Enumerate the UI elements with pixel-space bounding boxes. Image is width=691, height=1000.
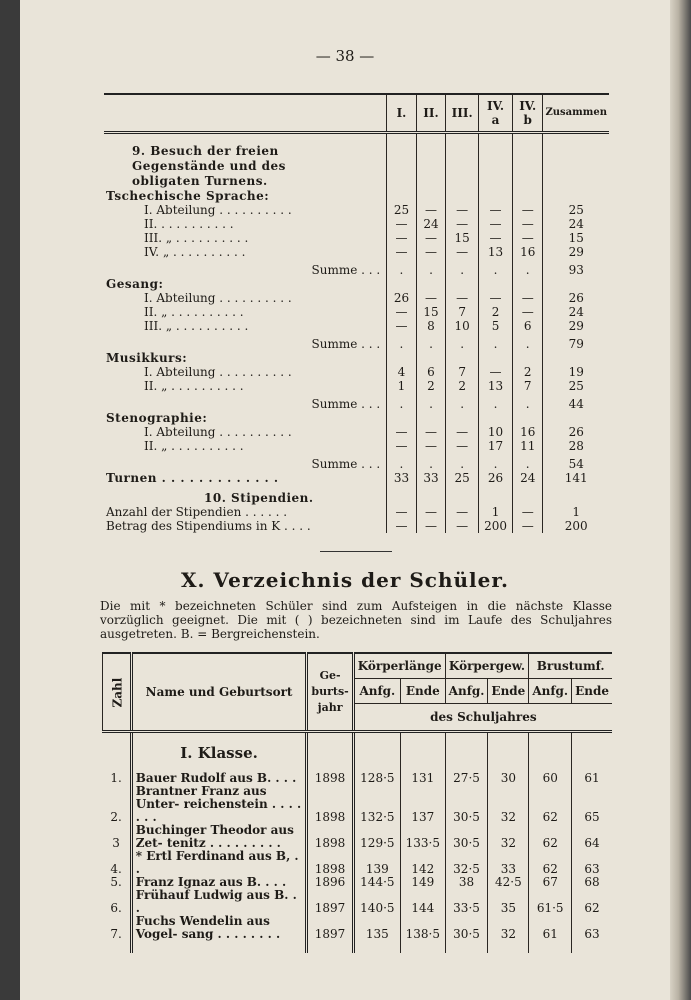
attendance-cell: 33 [416,471,446,485]
attendance-row-label: I. Abteilung . . . . . . . . . . [144,203,292,217]
attendance-cell [479,411,513,425]
attendance-cell: 24 [543,305,609,319]
header-sub-4: Ende [488,679,529,704]
student-measure: 27·5 [445,772,488,785]
student-measure: 30 [488,772,529,785]
student-measure: 62 [572,889,612,915]
attendance-row [104,277,609,291]
header-sub-2: Ende [400,679,445,704]
attendance-cell: 25 [543,379,609,393]
attendance-row [104,453,609,471]
header-class-2: II. [416,94,446,133]
student-measure: 32 [488,915,529,941]
student-name: Frühauf Ludwig aus B. . . [131,889,307,915]
attendance-cell: . [512,259,543,277]
attendance-cell: 17 [479,439,513,453]
attendance-row [104,305,609,319]
attendance-cell [512,485,543,505]
student-measure: 61·5 [529,889,572,915]
attendance-cell: 2 [416,379,446,393]
attendance-row-label: Gesang: [106,277,164,291]
attendance-cell: — [387,505,417,519]
student-row [103,915,613,941]
student-measure: 30·5 [445,785,488,824]
student-name: Buchinger Theodor aus Zet- tenitz . . . . . . . . . [131,824,307,850]
attendance-cell: 15 [446,231,479,245]
attendance-cell: 6 [416,365,446,379]
student-row [103,850,613,876]
header-school-year: des Schuljahres [353,704,612,732]
attendance-cell: 2 [512,365,543,379]
attendance-row-label: Anzahl der Stipendien . . . . . . [106,505,288,519]
attendance-cell: — [387,439,417,453]
attendance-cell [446,485,479,505]
attendance-cell [446,277,479,291]
attendance-cell [543,351,609,365]
student-number: 2. [110,810,122,824]
header-chest: Brustumf. [529,653,612,679]
attendance-cell: — [512,519,543,533]
attendance-row [104,439,609,453]
student-measure: 38 [445,876,488,889]
class-heading: I. Klasse. [131,732,307,773]
page-number: — 38 — [315,47,375,65]
attendance-cell: 19 [543,365,609,379]
attendance-cell: — [446,245,479,259]
student-measure: 132·5 [353,785,400,824]
attendance-cell: — [512,291,543,305]
attendance-table [104,93,609,533]
attendance-cell: — [446,217,479,231]
attendance-cell: — [387,319,417,333]
attendance-row-label: Summe . . . [311,397,381,411]
attendance-cell: — [387,245,417,259]
student-measure: 30·5 [445,915,488,941]
attendance-cell: — [479,203,513,217]
section-x-heading: X. Verzeichnis der Schüler. [180,568,510,592]
attendance-cell: — [387,425,417,439]
student-birth-year: 1898 [307,824,353,850]
attendance-cell: — [446,439,479,453]
attendance-cell: — [416,519,446,533]
attendance-row-label: III. „ . . . . . . . . . . [144,319,249,333]
attendance-row-label: I. Abteilung . . . . . . . . . . [144,291,292,305]
student-measure: 135 [353,915,400,941]
attendance-header-row [104,94,609,133]
student-measure: 64 [572,824,612,850]
attendance-cell: 8 [416,319,446,333]
attendance-cell [512,277,543,291]
intro-paragraph: Die mit * bezeichneten Schüler sind zum Aufsteigen in die nächste Klasse vorzüglich geeignet. Die mit ( ) bezeichneten sind im Laufe des Schuljahres ausgetreten. B. = Bergreichenstein. [100,599,612,641]
student-measure: 63 [572,915,612,941]
attendance-cell: 25 [543,203,609,217]
student-measure: 35 [488,889,529,915]
attendance-cell: 29 [543,245,609,259]
attendance-cell: . [387,259,417,277]
attendance-cell: 93 [543,259,609,277]
student-measure: 33·5 [445,889,488,915]
attendance-row [104,393,609,411]
attendance-row [104,471,609,485]
attendance-cell: — [387,231,417,245]
header-weight: Körpergew. [445,653,529,679]
attendance-row-label: 10. Stipendien. [204,491,314,505]
attendance-cell [446,351,479,365]
student-measure: 62 [529,785,572,824]
attendance-cell: 16 [512,245,543,259]
attendance-cell [512,189,543,203]
attendance-cell: 7 [446,365,479,379]
attendance-cell [543,411,609,425]
header-class-4b: IV. b [512,94,543,133]
attendance-cell: — [512,505,543,519]
attendance-cell: 1 [479,505,513,519]
attendance-row [104,231,609,245]
student-measure: 140·5 [353,889,400,915]
attendance-cell: . [446,453,479,471]
attendance-cell: . [512,333,543,351]
attendance-cell: 15 [543,231,609,245]
attendance-cell: — [512,305,543,319]
attendance-cell: . [479,333,513,351]
attendance-cell: 200 [479,519,513,533]
student-measure: 129·5 [353,824,400,850]
attendance-cell: 13 [479,379,513,393]
header-birth-year: Ge- burts- jahr [307,653,353,732]
attendance-row [104,319,609,333]
attendance-cell: — [416,439,446,453]
attendance-cell: 26 [479,471,513,485]
attendance-cell: — [387,217,417,231]
attendance-cell: 141 [543,471,609,485]
student-measure: 142 [400,850,445,876]
student-number: 5. [110,875,122,889]
student-name: Brantner Franz aus Unter- reichenstein . . . . . . . [131,785,307,824]
attendance-cell: 7 [512,379,543,393]
header-sub-1: Anfg. [353,679,400,704]
attendance-row-label: Stenographie: [106,411,208,425]
student-name: * Ertl Ferdinand aus B, . . [131,850,307,876]
header-class-1: I. [387,94,417,133]
attendance-row-label: I. Abteilung . . . . . . . . . . [144,365,292,379]
attendance-cell: 5 [479,319,513,333]
attendance-cell [387,485,417,505]
document-page [20,0,670,1000]
header-height: Körperlänge [353,653,445,679]
attendance-cell: 11 [512,439,543,453]
attendance-cell: . [446,259,479,277]
section-9-row [104,133,609,190]
attendance-cell: — [416,203,446,217]
attendance-cell: . [479,259,513,277]
student-measure: 149 [400,876,445,889]
header-total: Zusammen [543,94,609,133]
attendance-cell: 10 [446,319,479,333]
attendance-cell: — [416,425,446,439]
student-measure: 61 [529,915,572,941]
attendance-cell: — [446,425,479,439]
student-measure: 62 [529,824,572,850]
header-sub-3: Anfg. [445,679,488,704]
attendance-row [104,189,609,203]
attendance-row [104,425,609,439]
attendance-cell: — [446,291,479,305]
attendance-cell: . [512,453,543,471]
attendance-cell: 7 [446,305,479,319]
attendance-cell: — [416,291,446,305]
attendance-row [104,379,609,393]
attendance-row-label: Tschechische Sprache: [106,189,270,203]
student-row [103,889,613,915]
student-measure: 128·5 [353,772,400,785]
student-measure: 65 [572,785,612,824]
attendance-cell [446,411,479,425]
attendance-cell: 26 [387,291,417,305]
attendance-row [104,505,609,519]
attendance-cell: 54 [543,453,609,471]
student-number: 4. [110,862,122,876]
attendance-row [104,245,609,259]
attendance-row [104,351,609,365]
attendance-row-label: Summe . . . [311,457,381,471]
attendance-cell [387,277,417,291]
attendance-cell [479,189,513,203]
student-measure: 33 [488,850,529,876]
attendance-cell: . [387,453,417,471]
student-measure: 144 [400,889,445,915]
attendance-cell: 79 [543,333,609,351]
section-9-title: 9. Besuch der freien Gegenstände und des obligaten Turnens. [132,144,286,188]
student-measure: 30·5 [445,824,488,850]
attendance-cell [543,189,609,203]
student-measure: 138·5 [400,915,445,941]
attendance-cell: 44 [543,393,609,411]
attendance-cell: . [416,453,446,471]
attendance-row [104,519,609,533]
attendance-row-label: II. „ . . . . . . . . . . [144,439,244,453]
attendance-row-label: Summe . . . [311,337,381,351]
attendance-cell: . [416,393,446,411]
attendance-row [104,203,609,217]
attendance-cell: — [416,245,446,259]
attendance-row-label: Summe . . . [311,263,381,277]
attendance-cell [543,485,609,505]
attendance-cell: — [416,505,446,519]
student-measure: 32 [488,785,529,824]
student-measure: 63 [572,850,612,876]
attendance-row [104,411,609,425]
attendance-cell: 2 [446,379,479,393]
attendance-cell: 24 [543,217,609,231]
attendance-cell [416,277,446,291]
attendance-cell: 6 [512,319,543,333]
attendance-row-label: II. „ . . . . . . . . . . [144,305,244,319]
attendance-row [104,291,609,305]
attendance-cell: . [387,393,417,411]
attendance-cell: 1 [387,379,417,393]
attendance-cell: . [416,333,446,351]
student-measure: 62 [529,850,572,876]
attendance-cell: — [446,519,479,533]
student-measure: 139 [353,850,400,876]
attendance-row-label: Betrag des Stipendiums in K . . . . [106,519,311,533]
header-name: Name und Geburtsort [131,653,307,732]
student-number: 3 [112,836,120,850]
attendance-row-label: I. Abteilung . . . . . . . . . . [144,425,292,439]
attendance-cell: . [446,393,479,411]
attendance-row-label: Turnen . . . . . . . . . . . . . [106,471,279,485]
attendance-cell [479,485,513,505]
student-measure: 68 [572,876,612,889]
student-measure: 61 [572,772,612,785]
attendance-row-label: IV. „ . . . . . . . . . . [144,245,246,259]
attendance-cell: 200 [543,519,609,533]
attendance-cell: 28 [543,439,609,453]
attendance-cell: 10 [479,425,513,439]
attendance-row [104,485,609,505]
attendance-cell [479,351,513,365]
student-number: 6. [110,901,122,915]
attendance-cell [387,189,417,203]
section-divider [320,551,392,552]
header-blank [104,94,387,133]
attendance-row-label: III. „ . . . . . . . . . . [144,231,249,245]
attendance-cell: . [512,393,543,411]
attendance-cell: 2 [479,305,513,319]
header-sub-5: Anfg. [529,679,572,704]
attendance-cell: 13 [479,245,513,259]
attendance-cell: — [479,291,513,305]
header-zahl: Zahl [103,653,132,732]
attendance-cell: 15 [416,305,446,319]
header-sub-6: Ende [572,679,612,704]
attendance-cell: 1 [543,505,609,519]
attendance-row-label: II. „ . . . . . . . . . . [144,379,244,393]
header-class-3: III. [446,94,479,133]
attendance-cell: 26 [543,425,609,439]
attendance-cell: 33 [387,471,417,485]
student-number: 1. [110,771,122,785]
student-row [103,785,613,824]
student-measure: 137 [400,785,445,824]
attendance-cell: . [387,333,417,351]
class-heading-row [103,732,613,773]
table-bottom-spacer [103,941,613,953]
student-name: Franz Ignaz aus B. . . . [131,876,307,889]
attendance-cell: — [512,231,543,245]
student-row [103,824,613,850]
attendance-cell [416,411,446,425]
attendance-row-label: II. . . . . . . . . . . [144,217,234,231]
attendance-cell: — [446,505,479,519]
attendance-cell [416,351,446,365]
attendance-cell: 25 [387,203,417,217]
attendance-row [104,365,609,379]
attendance-cell: 16 [512,425,543,439]
attendance-cell: — [479,217,513,231]
student-measure: 131 [400,772,445,785]
student-measure: 133·5 [400,824,445,850]
student-measure: 67 [529,876,572,889]
attendance-cell: — [479,365,513,379]
attendance-cell: — [446,203,479,217]
student-measure: 60 [529,772,572,785]
attendance-cell [387,411,417,425]
attendance-cell: 24 [512,471,543,485]
attendance-cell: 29 [543,319,609,333]
attendance-cell: 24 [416,217,446,231]
attendance-cell: 26 [543,291,609,305]
attendance-cell [387,351,417,365]
student-header-row-1 [103,653,613,679]
student-table [102,652,612,953]
attendance-cell [479,277,513,291]
attendance-cell: 25 [446,471,479,485]
student-birth-year: 1898 [307,785,353,824]
student-birth-year: 1897 [307,889,353,915]
student-name: Bauer Rudolf aus B. . . . [131,772,307,785]
attendance-row-label: Musikkurs: [106,351,188,365]
page-edge [670,0,691,1000]
student-birth-year: 1898 [307,772,353,785]
student-name: Fuchs Wendelin aus Vogel- sang . . . . . . . . [131,915,307,941]
student-birth-year: 1896 [307,876,353,889]
header-class-4a: IV. a [479,94,513,133]
student-birth-year: 1897 [307,915,353,941]
student-measure: 32·5 [445,850,488,876]
student-measure: 42·5 [488,876,529,889]
attendance-cell [512,351,543,365]
attendance-row [104,333,609,351]
attendance-cell [512,411,543,425]
student-measure: 32 [488,824,529,850]
attendance-cell: — [512,217,543,231]
attendance-row [104,259,609,277]
attendance-cell: . [479,393,513,411]
attendance-cell: — [387,305,417,319]
student-birth-year: 1898 [307,850,353,876]
attendance-cell [416,485,446,505]
attendance-cell [416,189,446,203]
attendance-cell: — [479,231,513,245]
attendance-cell: — [416,231,446,245]
attendance-cell: 4 [387,365,417,379]
attendance-cell [543,277,609,291]
attendance-cell: — [512,203,543,217]
student-measure: 144·5 [353,876,400,889]
attendance-cell: — [387,519,417,533]
attendance-cell: . [479,453,513,471]
attendance-cell: . [446,333,479,351]
attendance-cell [446,189,479,203]
attendance-cell: . [416,259,446,277]
attendance-row [104,217,609,231]
student-number: 7. [110,927,122,941]
